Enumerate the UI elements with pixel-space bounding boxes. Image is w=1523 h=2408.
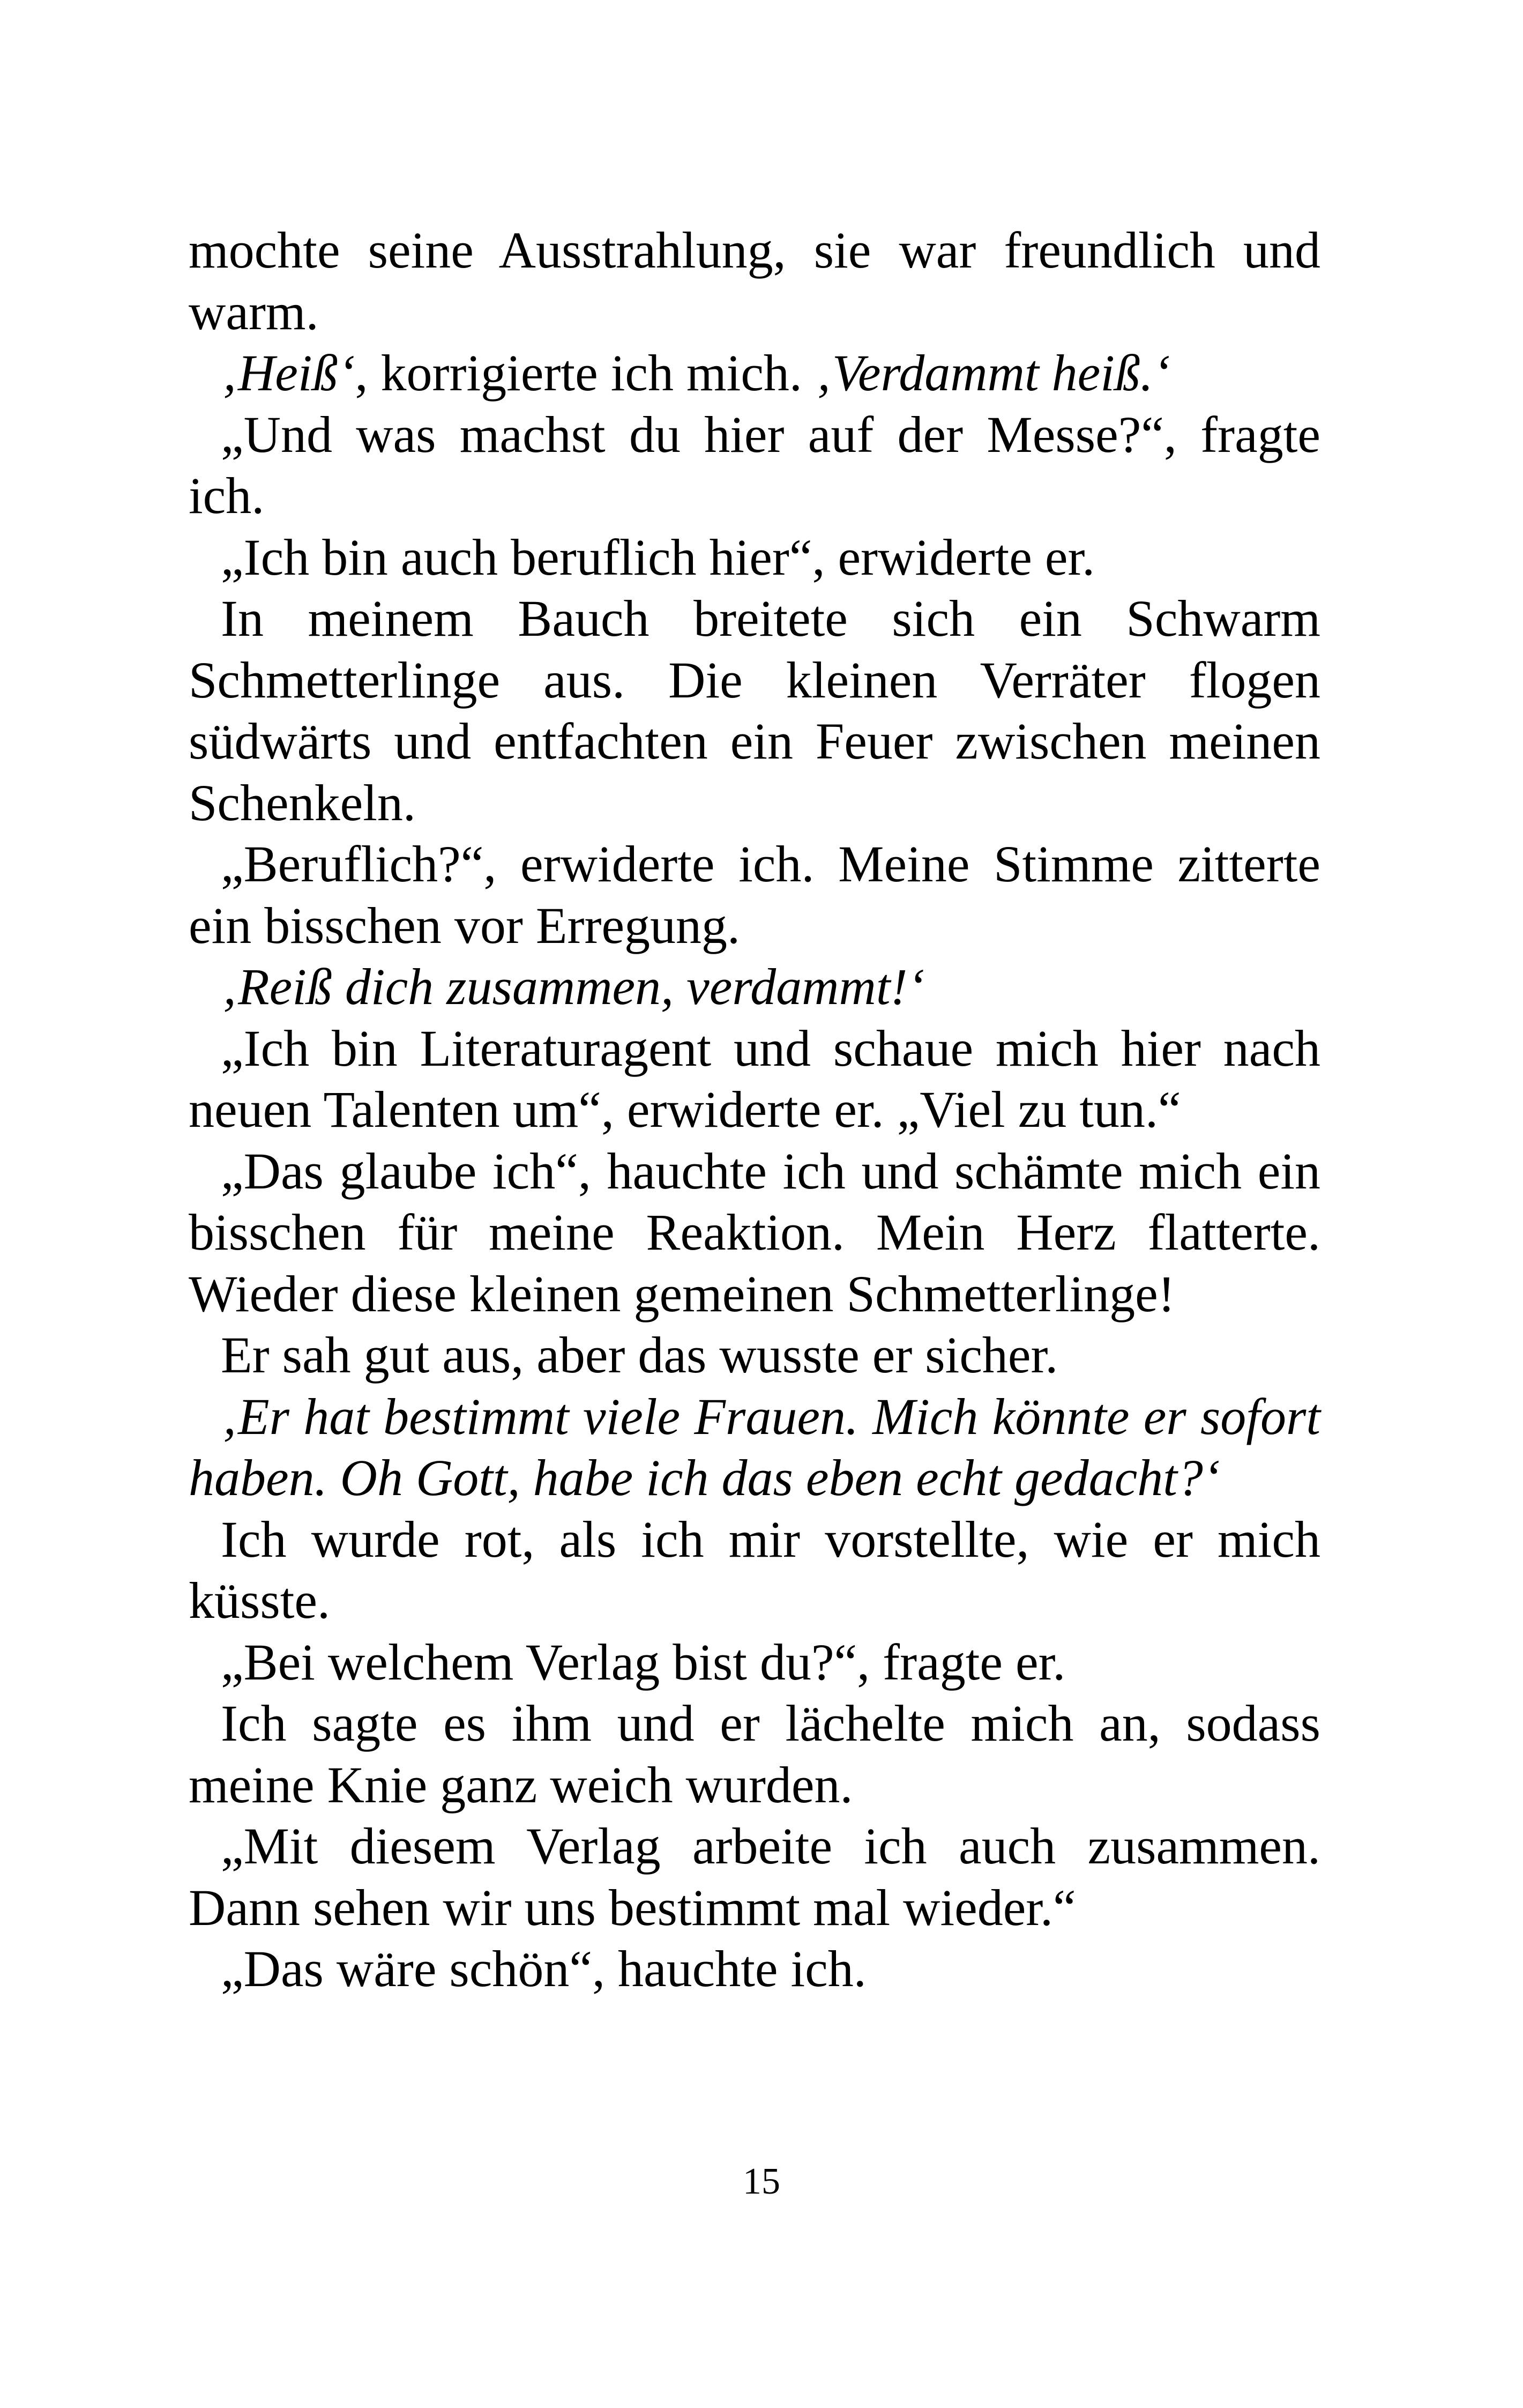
paragraph-5: In meinem Bauch breitete sich ein Schwarm Schmetterlinge aus. Die kleinen Verräter flogen südwärts und entfachten ein Feuer zwischen meinen Schenkeln. <box>189 590 1320 831</box>
thought-heiss: ‚Heiß‘ <box>221 344 355 402</box>
paragraph-3: „Und was machst du hier auf der Messe?“, fragte ich. <box>189 405 1320 524</box>
narration-korrigierte: , korrigierte ich mich. <box>355 344 815 402</box>
page-number: 15 <box>743 2161 780 2202</box>
paragraph-1: mochte seine Ausstrahlung, sie war freundlich und warm. <box>189 221 1320 340</box>
paragraph-6: „Beruflich?“, erwiderte ich. Meine Stimme zitterte ein bisschen vor Erregung. <box>189 835 1320 954</box>
body-text <box>189 220 1320 2000</box>
thought-verdammt-heiss: ‚Verdammt heiß.‘ <box>815 344 1170 402</box>
paragraph-13: „Bei welchem Verlag bist du?“, fragte er. <box>221 1633 1066 1691</box>
paragraph-4: „Ich bin auch beruflich hier“, erwiderte er. <box>221 528 1095 586</box>
paragraph-2 <box>189 343 1320 404</box>
paragraph-10: Er sah gut aus, aber das wusste er sicher. <box>221 1326 1058 1384</box>
paragraph-12: Ich wurde rot, als ich mir vorstellte, wie er mich küsste. <box>189 1510 1320 1629</box>
paragraph-7: ‚Reiß dich zusammen, verdammt!‘ <box>221 958 925 1015</box>
paragraph-15: „Mit diesem Verlag arbeite ich auch zusammen. Dann sehen wir uns bestimmt mal wieder.“ <box>189 1817 1320 1936</box>
paragraph-8: „Ich bin Literaturagent und schaue mich hier nach neuen Talenten um“, erwiderte er. „Viel zu tun.“ <box>189 1019 1320 1138</box>
paragraph-16: „Das wäre schön“, hauchte ich. <box>221 1940 867 1997</box>
paragraph-9: „Das glaube ich“, hauchte ich und schämte mich ein bisschen für meine Reaktion. Mein Herz flatterte. Wieder diese kleinen gemeinen Schmetterlinge! <box>189 1142 1320 1322</box>
paragraph-14: Ich sagte es ihm und er lächelte mich an, sodass meine Knie ganz weich wurden. <box>189 1694 1320 1814</box>
paragraph-11: ‚Er hat bestimmt viele Frauen. Mich könnte er sofort haben. Oh Gott, habe ich das eben echt gedacht?‘ <box>189 1387 1320 1506</box>
